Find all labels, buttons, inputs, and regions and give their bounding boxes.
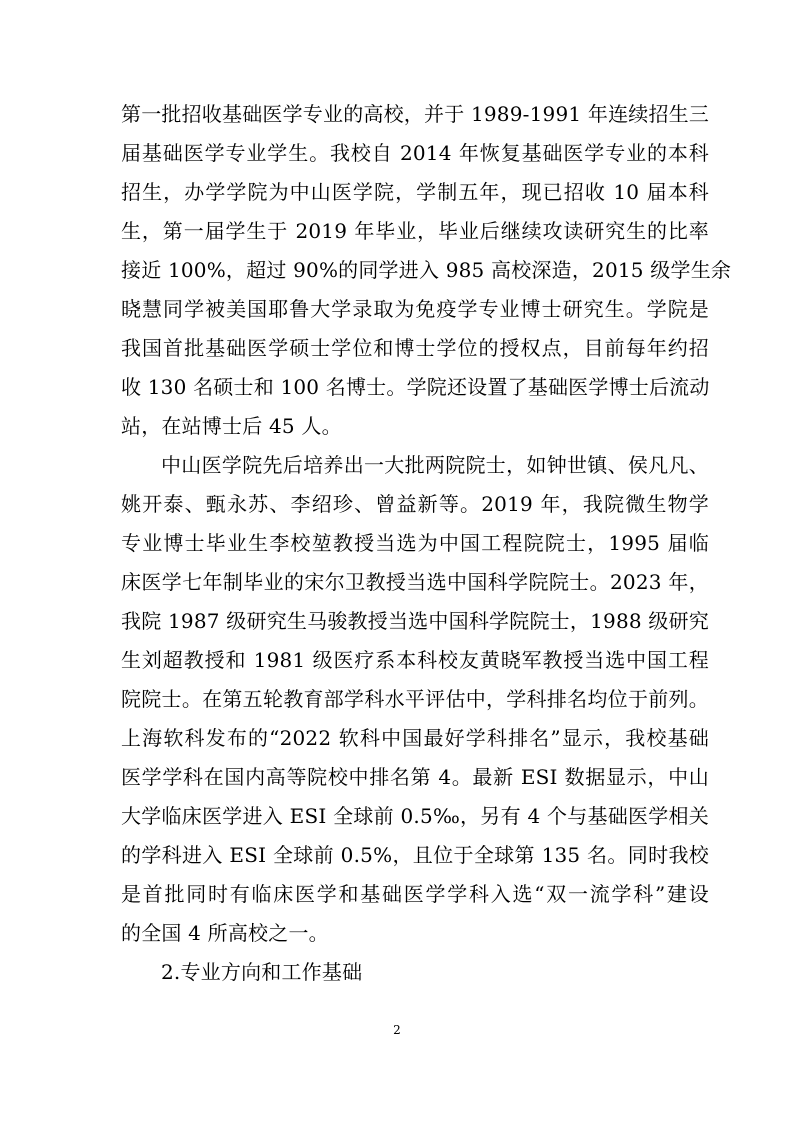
paragraph-line: 床医学七年制毕业的宋尔卫教授当选中国科学院院士。2023 年， bbox=[121, 570, 709, 594]
paragraph-line: 我国首批基础医学硕士学位和博士学位的授权点，目前每年约招 bbox=[121, 336, 709, 360]
paragraph-line: 姚开泰、甄永苏、李绍珍、曾益新等。2019 年，我院微生物学 bbox=[121, 492, 709, 516]
paragraph-line: 的学科进入 ESI 全球前 0.5%，且位于全球第 135 名。同时我校 bbox=[121, 843, 709, 867]
paragraph-line: 专业博士毕业生李校堃教授当选为中国工程院院士，1995 届临 bbox=[121, 531, 709, 555]
paragraph-line: 招生，办学学院为中山医学院，学制五年，现已招收 10 届本科 bbox=[121, 180, 709, 204]
paragraph-line: 的全国 4 所高校之一。 bbox=[121, 921, 329, 945]
paragraph-line: 院院士。在第五轮教育部学科水平评估中，学科排名均位于前列。 bbox=[121, 687, 709, 711]
paragraph-line: 收 130 名硕士和 100 名博士。学院还设置了基础医学博士后流动 bbox=[121, 375, 710, 399]
paragraph-line: 是首批同时有临床医学和基础医学学科入选“双一流学科”建设 bbox=[121, 882, 709, 906]
paragraph-first-line: 中山医学院先后培养出一大批两院院士，如钟世镇、侯凡凡、 bbox=[161, 453, 709, 477]
paragraph-line: 届基础医学专业学生。我校自 2014 年恢复基础医学专业的本科 bbox=[121, 141, 709, 165]
paragraph-line: 生刘超教授和 1981 级医疗系本科校友黄晓军教授当选中国工程 bbox=[121, 648, 709, 672]
paragraph-line: 接近 100%，超过 90%的同学进入 985 高校深造，2015 级学生余 bbox=[121, 258, 732, 282]
paragraph-line: 第一批招收基础医学专业的高校，并于 1989-1991 年连续招生三 bbox=[121, 102, 710, 126]
page-number: 2 bbox=[393, 1023, 401, 1037]
paragraph-line: 医学学科在国内高等院校中排名第 4。最新 ESI 数据显示，中山 bbox=[121, 765, 709, 789]
paragraph-line: 我院 1987 级研究生马骏教授当选中国科学院院士，1988 级研究 bbox=[121, 609, 709, 633]
paragraph-line: 生，第一届学生于 2019 年毕业，毕业后继续攻读研究生的比率 bbox=[121, 219, 709, 243]
paragraph-line: 上海软科发布的“2022 软科中国最好学科排名”显示，我校基础 bbox=[121, 726, 709, 750]
paragraph-line: 大学临床医学进入 ESI 全球前 0.5‰，另有 4 个与基础医学相关 bbox=[121, 804, 709, 828]
paragraph-line: 站，在站博士后 45 人。 bbox=[121, 414, 342, 438]
paragraph-line: 晓慧同学被美国耶鲁大学录取为免疫学专业博士研究生。学院是 bbox=[121, 297, 709, 321]
section-heading: 2.专业方向和工作基础 bbox=[161, 960, 363, 984]
